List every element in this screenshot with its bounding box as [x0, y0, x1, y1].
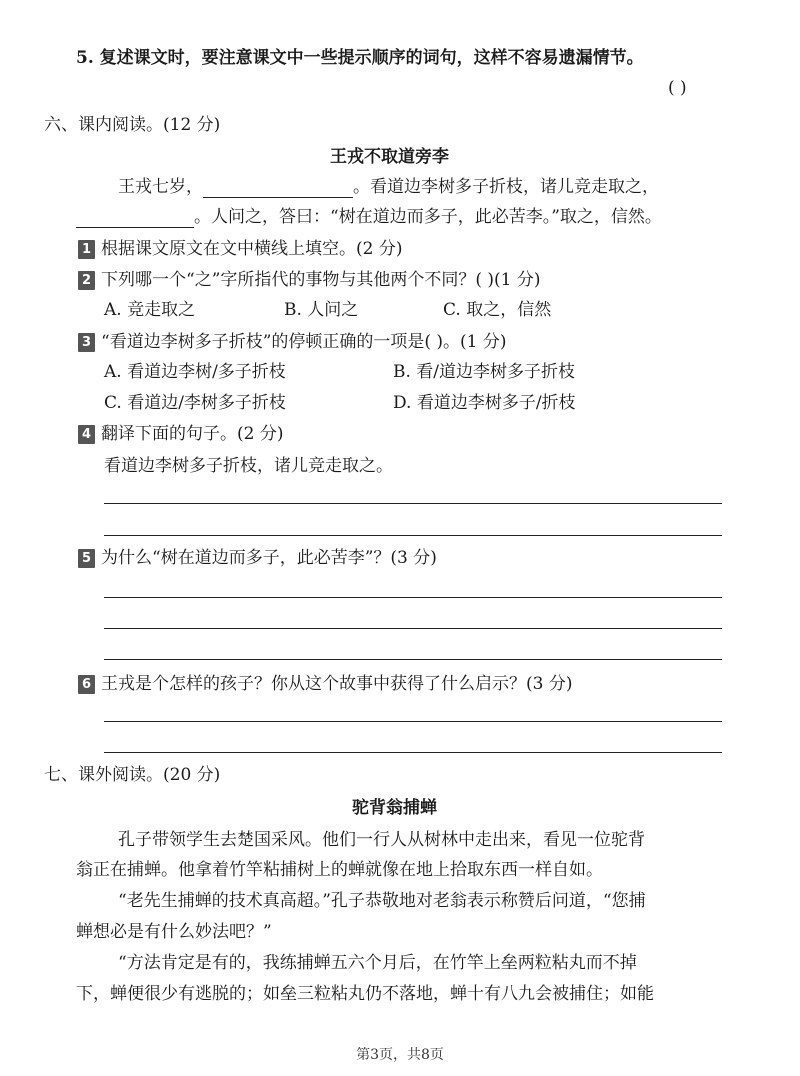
question-4-text: 翻译下面的句子。(2 分) — [101, 424, 284, 444]
q2-option-a[interactable]: A. 竞走取之 — [104, 300, 196, 320]
answer-line[interactable] — [104, 628, 722, 629]
q3-option-a[interactable]: A. 看道边李树/多子折枝 — [104, 362, 286, 382]
answer-line[interactable] — [104, 721, 722, 722]
section-7-heading: 七、课外阅读。(20 分) — [44, 765, 221, 785]
passage-paragraph-line: 蝉想必是有什么妙法吧？” — [76, 922, 272, 942]
passage-paragraph-line: “老先生捕蝉的技术真高超。”孔子恭敬地对老翁表示称赞后问道，“您捕 — [118, 891, 646, 911]
question-6-text: 王戎是个怎样的孩子？你从这个故事中获得了什么启示？(3 分) — [101, 674, 573, 694]
passage-line-1-start: 王戎七岁， — [118, 177, 203, 197]
question-1-text: 根据课文原文在文中横线上填空。(2 分) — [101, 239, 403, 259]
passage-paragraph-line: 下，蝉便很少有逃脱的；如垒三粒粘丸仍不落地，蝉十有八九会被捕住；如能 — [76, 984, 654, 1004]
passage-line-2-text: 。人问之，答曰：“树在道边而多子，此必苦李。”取之，信然。 — [194, 207, 662, 227]
question-number-badge: 3 — [78, 333, 95, 352]
q4-sentence: 看道边李树多子折枝，诸儿竞走取之。 — [104, 456, 393, 476]
answer-line[interactable] — [104, 659, 722, 660]
item-5-statement: 5. 复述课文时，要注意课文中一些提示顺序的词句，这样不容易遗漏情节。 — [76, 48, 644, 68]
passage-line-1-end: 。看道边李树多子折枝，诸儿竞走取之， — [353, 177, 659, 197]
question-1 — [78, 238, 402, 260]
q3-option-b[interactable]: B. 看/道边李树多子折枝 — [393, 362, 576, 382]
fill-blank-1[interactable] — [203, 179, 353, 198]
q3-option-c[interactable]: C. 看道边/李树多子折枝 — [104, 393, 286, 413]
question-2 — [78, 269, 541, 291]
q2-option-b[interactable]: B. 人问之 — [284, 300, 359, 320]
question-5 — [78, 547, 437, 569]
section-6-heading: 六、课内阅读。(12 分) — [44, 115, 221, 135]
passage-line-1 — [118, 176, 659, 198]
question-4 — [78, 423, 283, 445]
q2-option-c[interactable]: C. 取之，信然 — [443, 300, 552, 320]
q3-option-d[interactable]: D. 看道边李树多子/折枝 — [393, 393, 576, 413]
passage-line-2 — [76, 206, 662, 228]
question-number-badge: 2 — [78, 271, 95, 290]
passage-paragraph-line: 孔子带领学生去楚国采风。他们一行人从树林中走出来，看见一位驼背 — [118, 830, 645, 850]
question-3-text: “看道边李树多子折枝”的停顿正确的一项是( )。(1 分) — [101, 332, 507, 352]
page-footer: 第3页，共8页 — [356, 1047, 444, 1063]
question-number-badge: 6 — [78, 675, 95, 694]
item-5-answer-paren[interactable]: ( ) — [668, 78, 687, 98]
question-2-text: 下列哪一个“之”字所指代的事物与其他两个不同？( )(1 分) — [101, 270, 541, 290]
passage-paragraph-line: “方法肯定是有的，我练捕蝉五六个月后，在竹竿上垒两粒粘丸而不掉 — [118, 953, 637, 973]
question-number-badge: 1 — [78, 240, 95, 259]
answer-line[interactable] — [104, 503, 722, 504]
answer-line[interactable] — [104, 535, 722, 536]
passage-title-wangrong: 王戎不取道旁李 — [330, 147, 449, 167]
question-5-text: 为什么“树在道边而多子，此必苦李”？(3 分) — [101, 548, 437, 568]
fill-blank-2[interactable] — [76, 209, 194, 228]
passage-paragraph-line: 翁正在捕蝉。他拿着竹竿粘捕树上的蝉就像在地上拾取东西一样自如。 — [76, 860, 603, 880]
answer-line[interactable] — [104, 597, 722, 598]
question-6 — [78, 673, 572, 695]
question-number-badge: 4 — [78, 425, 95, 444]
question-3 — [78, 331, 507, 353]
answer-line[interactable] — [104, 752, 722, 753]
passage-title-tuobeiweng: 驼背翁捕蝉 — [352, 798, 437, 818]
question-number-badge: 5 — [78, 549, 95, 568]
